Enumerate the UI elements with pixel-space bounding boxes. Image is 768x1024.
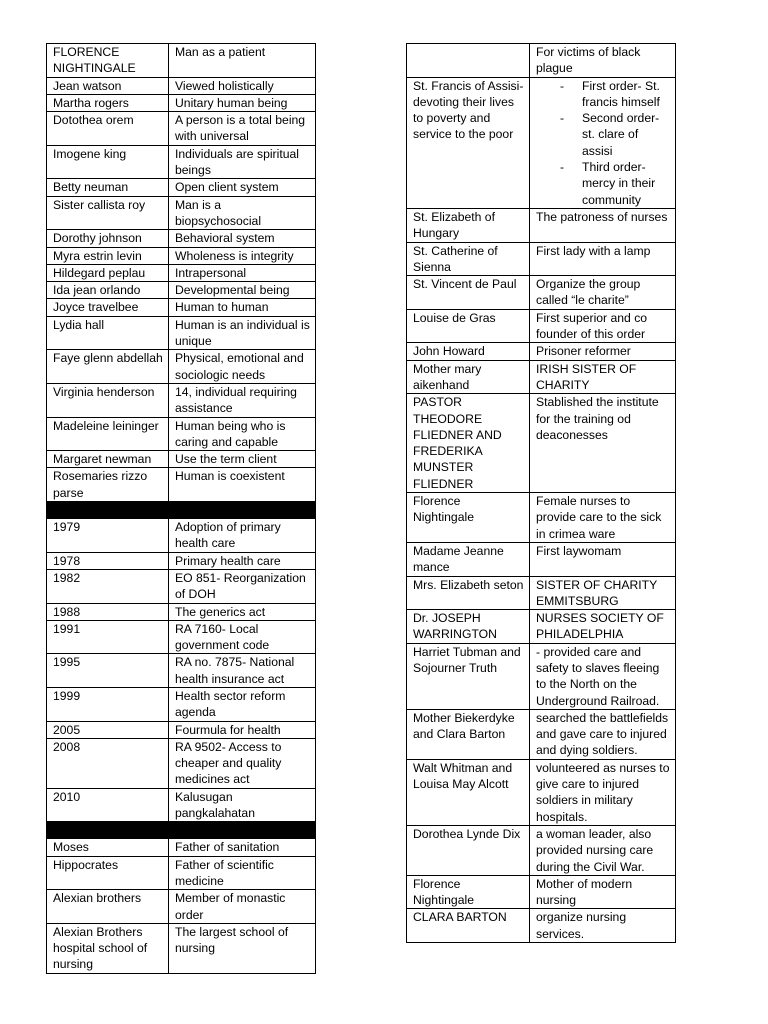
table-row [47,383,316,417]
theorist-concept: Intrapersonal [169,264,316,281]
table-row [47,603,316,620]
person-name: Dorothea Lynde Dix [407,825,530,875]
history-name: Hippocrates [47,856,169,890]
table-row [47,788,316,822]
person-name: Mother Biekerdyke and Clara Barton [407,709,530,759]
history-name: Moses [47,839,169,856]
person-name: CLARA BARTON [407,909,530,943]
history-name: Alexian Brothers hospital school of nursing [47,923,169,973]
milestone-event: Kalusugan pangkalahatan [169,788,316,822]
table-row [407,77,676,208]
table-row [407,309,676,343]
list-item: - Third order- mercy in their community [536,159,670,208]
theorist-concept: Use the term client [169,451,316,468]
theorist-name: Faye glenn abdellah [47,350,169,384]
table-row [47,282,316,299]
table-row [47,299,316,316]
person-name: John Howard [407,343,530,360]
history-desc: Father of sanitation [169,839,316,856]
table-row [47,552,316,569]
table-row [47,196,316,230]
table-row [407,208,676,242]
theorist-name: Ida jean orlando [47,282,169,299]
table-row [407,825,676,875]
theorist-concept: Developmental being [169,282,316,299]
table-row [47,316,316,350]
person-name: Florence Nightingale [407,875,530,909]
person-desc: The patroness of nurses [530,208,676,242]
table-row [407,542,676,576]
table-row [407,576,676,610]
theorist-name: Rosemaries rizzo parse [47,468,169,502]
person-desc: Female nurses to provide care to the sick in crimea ware [530,493,676,543]
table-row [407,759,676,825]
person-name: St. Francis of Assisi- devoting their lives to poverty and service to the poor [407,77,530,208]
history-name: Alexian brothers [47,890,169,924]
person-name [407,44,530,78]
person-desc: SISTER OF CHARITY EMMITSBURG [530,576,676,610]
milestone-year: 2010 [47,788,169,822]
section-divider [47,502,316,519]
person-desc: First laywomam [530,542,676,576]
table-row [407,909,676,943]
person-desc: IRISH SISTER OF CHARITY [530,360,676,394]
theorist-concept: Viewed holistically [169,77,316,94]
table-row [407,394,676,493]
person-name: Harriet Tubman and Sojourner Truth [407,643,530,709]
milestone-year: 1988 [47,603,169,620]
theorist-name: Joyce travelbee [47,299,169,316]
milestone-year: 1979 [47,519,169,553]
franciscan-orders-cell [530,77,676,208]
list-item: - First order- St. francis himself [536,78,670,111]
theorist-concept: Human to human [169,299,316,316]
table-row [47,350,316,384]
milestone-event: RA 7160- Local government code [169,620,316,654]
theorist-concept: Man as a patient [169,44,316,78]
theorist-concept: Human is an individual is unique [169,316,316,350]
table-row [47,890,316,924]
theorist-concept: Man is a biopsychosocial [169,196,316,230]
table-row [407,242,676,276]
milestone-event: Primary health care [169,552,316,569]
theorist-concept: Unitary human being [169,94,316,111]
person-desc: NURSES SOCIETY OF PHILADELPHIA [530,610,676,644]
table-row [407,360,676,394]
table-row [47,44,316,78]
table-row [47,620,316,654]
theorist-concept: Physical, emotional and sociologic needs [169,350,316,384]
milestone-year: 2005 [47,721,169,738]
milestone-event: RA no. 7875- National health insurance act [169,654,316,688]
theorist-name: Martha rogers [47,94,169,111]
theorist-concept: Human being who is caring and capable [169,417,316,451]
table-row [47,721,316,738]
table-row [47,738,316,788]
table-row [47,839,316,856]
theorist-concept: 14, individual requiring assistance [169,383,316,417]
person-name: St. Catherine of Sienna [407,242,530,276]
table-row [47,468,316,502]
table-row [407,610,676,644]
theorist-concept: Behavioral system [169,230,316,247]
table-row [407,276,676,310]
table-row [47,247,316,264]
theorist-name: Lydia hall [47,316,169,350]
theorist-name: Madeleine leininger [47,417,169,451]
table-row [407,709,676,759]
table-row [47,569,316,603]
milestone-event: The generics act [169,603,316,620]
person-name: Madame Jeanne mance [407,542,530,576]
table-row [47,519,316,553]
person-desc: First lady with a lamp [530,242,676,276]
person-name: St. Elizabeth of Hungary [407,208,530,242]
milestone-event: RA 9502- Access to cheaper and quality medicines act [169,738,316,788]
table-row [47,856,316,890]
theorist-name: Hildegard peplau [47,264,169,281]
theorist-concept: A person is a total being with universal [169,112,316,146]
theorist-name: Dotothea orem [47,112,169,146]
table-row [47,77,316,94]
milestone-year: 1995 [47,654,169,688]
table-row [407,875,676,909]
milestone-year: 1978 [47,552,169,569]
person-name: Walt Whitman and Louisa May Alcott [407,759,530,825]
person-name: Louise de Gras [407,309,530,343]
person-name: Mother mary aikenhand [407,360,530,394]
table-row [47,230,316,247]
theorist-name: Jean watson [47,77,169,94]
person-name: PASTOR THEODORE FLIEDNER AND FREDERIKA MUNSTER FLIEDNER [407,394,530,493]
theorist-concept: Open client system [169,179,316,196]
person-desc: First superior and co founder of this order [530,309,676,343]
person-name: Florence Nightingale [407,493,530,543]
table-row [47,654,316,688]
table-row [47,417,316,451]
person-name: Mrs. Elizabeth seton [407,576,530,610]
history-desc: Member of monastic order [169,890,316,924]
milestone-event: Fourmula for health [169,721,316,738]
person-desc: Organize the group called “le charite” [530,276,676,310]
milestone-year: 1982 [47,569,169,603]
milestone-year: 1999 [47,687,169,721]
milestone-event: Health sector reform agenda [169,687,316,721]
table-row [47,264,316,281]
table-row [407,343,676,360]
person-desc: - provided care and safety to slaves fleeing to the North on the Underground Railroad. [530,643,676,709]
history-desc: The largest school of nursing [169,923,316,973]
person-desc: a woman leader, also provided nursing care during the Civil War. [530,825,676,875]
person-desc: searched the battlefields and gave care to injured and dying soldiers. [530,709,676,759]
section-divider [47,822,316,839]
divider-bar [47,822,316,839]
history-desc: Father of scientific medicine [169,856,316,890]
milestone-year: 2008 [47,738,169,788]
person-desc: For victims of black plague [530,44,676,78]
list-item: - Second order- st. clare of assisi [536,110,670,159]
table-row [407,643,676,709]
theorist-name: Imogene king [47,145,169,179]
person-desc: organize nursing services. [530,909,676,943]
person-desc: Mother of modern nursing [530,875,676,909]
table-row [47,112,316,146]
table-row [47,687,316,721]
theorist-name: FLORENCE NIGHTINGALE [47,44,169,78]
person-desc: Prisoner reformer [530,343,676,360]
milestone-year: 1991 [47,620,169,654]
franciscan-orders-list [536,78,670,208]
table-row [407,44,676,78]
table-row [47,451,316,468]
person-desc: volunteered as nurses to give care to injured soldiers in military hospitals. [530,759,676,825]
milestone-event: EO 851- Reorganization of DOH [169,569,316,603]
table-row [407,493,676,543]
milestone-event: Adoption of primary health care [169,519,316,553]
person-name: St. Vincent de Paul [407,276,530,310]
theorist-name: Betty neuman [47,179,169,196]
table-row [47,923,316,973]
person-desc: Stablished the institute for the training od deaconesses [530,394,676,493]
theorist-name: Virginia henderson [47,383,169,417]
theorist-name: Sister callista roy [47,196,169,230]
theorist-concept: Individuals are spiritual beings [169,145,316,179]
table-row [47,94,316,111]
person-name: Dr. JOSEPH WARRINGTON [407,610,530,644]
table-row [47,179,316,196]
theorist-name: Dorothy johnson [47,230,169,247]
right-table [406,43,676,943]
theorist-name: Margaret newman [47,451,169,468]
theorist-concept: Human is coexistent [169,468,316,502]
theorist-concept: Wholeness is integrity [169,247,316,264]
left-table [46,43,316,974]
table-row [47,145,316,179]
divider-bar [47,502,316,519]
theorist-name: Myra estrin levin [47,247,169,264]
